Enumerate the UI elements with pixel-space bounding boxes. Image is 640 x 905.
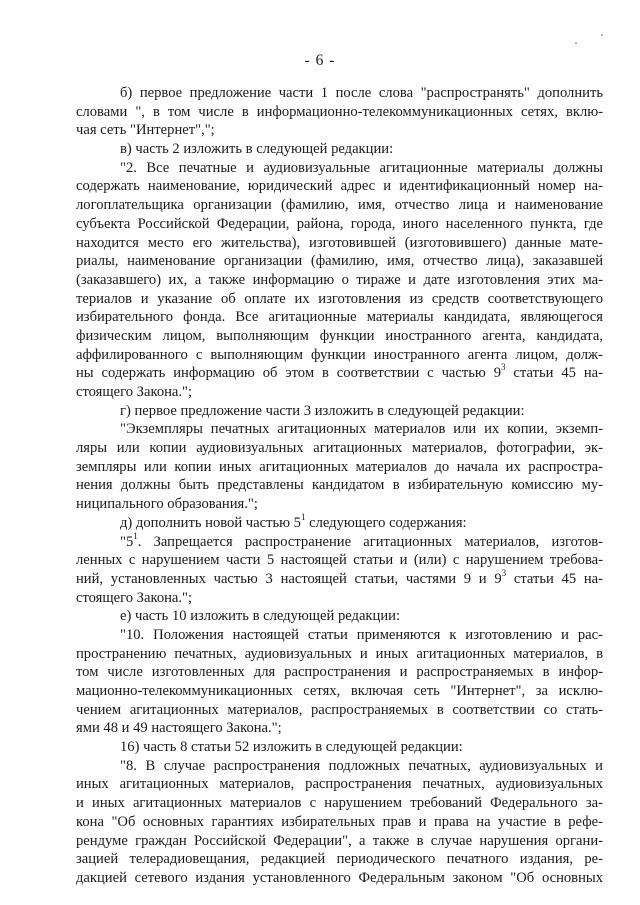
text-segment: 16) часть 8 статьи 52 изложить в следующей редакции: bbox=[120, 739, 463, 756]
text-segment: стоящего Закона."; bbox=[76, 589, 193, 606]
text-line bbox=[76, 234, 603, 253]
superscript: 1 bbox=[133, 530, 138, 541]
text-segment: пространению печатных, аудиовизуальных и иных агитационных материалов, в bbox=[76, 645, 603, 662]
text-line bbox=[76, 308, 603, 327]
text-segment: е) часть 10 изложить в следующей редакции: bbox=[120, 608, 401, 625]
text-segment: субъекта Российской Федерации, района, города, иного населенного пункта, где bbox=[76, 215, 603, 232]
superscript: 3 bbox=[501, 362, 506, 373]
text-segment: зацией телерадиовещания, редакцией периодического печатного издания, ре- bbox=[76, 851, 603, 868]
text-segment: б) первое предложение части 1 после слова "распространять" дополнить bbox=[120, 85, 603, 101]
text-segment: статьи 45 на- bbox=[505, 365, 603, 382]
text-segment: в) часть 2 изложить в следующей редакции: bbox=[120, 141, 394, 158]
text-segment: логоплательщика организации (фамилию, имя, отчество лица и наименование bbox=[76, 197, 603, 214]
text-segment: нения должны быть представлены кандидатом в избирательную комиссию му- bbox=[76, 477, 603, 494]
text-segment: "10. Положения настоящей статьи применяются к изготовлению и рас- bbox=[120, 626, 603, 643]
text-segment: стоящего Закона."; bbox=[76, 384, 193, 400]
text-line bbox=[76, 327, 603, 346]
text-line bbox=[76, 383, 603, 402]
text-line bbox=[76, 719, 603, 738]
text-line bbox=[76, 252, 603, 271]
text-segment: чая сеть "Интернет","; bbox=[76, 122, 215, 139]
text-segment: ляры или копии аудиовизуальных агитационных материалов, фотографии, эк- bbox=[76, 440, 603, 457]
text-segment: "2. Все печатные и аудиовизуальные агитационные материалы должны bbox=[120, 159, 603, 176]
text-line bbox=[76, 140, 603, 159]
text-line bbox=[76, 738, 603, 757]
text-line bbox=[76, 794, 603, 813]
text-line bbox=[76, 495, 603, 514]
text-line bbox=[76, 570, 603, 589]
text-segment: аффилированного с выполняющим функции иностранного агента лицом, долж- bbox=[76, 346, 603, 363]
text-line bbox=[76, 682, 603, 701]
text-segment: ний, установленных частью 3 настоящей статьи, частями 9 и 9 bbox=[76, 570, 502, 587]
text-segment: чением агитационных материалов, распространяемых в соответствии со стать- bbox=[76, 701, 603, 718]
text-line bbox=[76, 850, 603, 869]
text-line bbox=[76, 626, 603, 645]
text-segment: риалы, наименование организации (фамилию, имя, отчество лица), заказавшей bbox=[76, 253, 603, 270]
text-line bbox=[76, 439, 603, 458]
text-segment: земпляры или копии иных агитационных материалов до начала их распростра- bbox=[76, 458, 603, 475]
text-segment: дакцией сетевого издания установленного Федеральным законом "Об основных bbox=[76, 869, 603, 886]
text-line bbox=[76, 290, 603, 309]
text-segment: избирательного фонда. Все агитационные материалы кандидата, являющегося bbox=[76, 309, 603, 326]
text-segment: содержать наименование, юридический адрес и идентификационный номер на- bbox=[76, 178, 603, 195]
text-segment: рендуме граждан Российской Федерации", а также в случае нарушения органи- bbox=[76, 832, 603, 849]
text-line bbox=[76, 645, 603, 664]
text-segment: ями 48 и 49 настоящего Закона."; bbox=[76, 720, 282, 737]
text-segment: статьи 45 на- bbox=[506, 570, 603, 587]
text-segment: словами ", в том числе в информационно-телекоммуникационных сетях, вклю- bbox=[76, 103, 603, 120]
text-line bbox=[76, 346, 603, 365]
text-segment: следующего содержания: bbox=[305, 514, 467, 531]
text-segment: том числе изготовленных для распространения и распространяемых в инфор- bbox=[76, 664, 603, 681]
text-segment: кона "Об основных гарантиях избирательных прав и права на участие в рефе- bbox=[76, 813, 603, 830]
text-line bbox=[76, 196, 603, 215]
scan-speck bbox=[601, 34, 603, 36]
text-line bbox=[76, 663, 603, 682]
text-line bbox=[76, 511, 603, 533]
text-line bbox=[76, 813, 603, 832]
text-line bbox=[76, 364, 603, 383]
text-line bbox=[76, 271, 603, 290]
text-segment: ны содержать информацию об этом в соответствии с частью 9 bbox=[76, 365, 502, 382]
superscript: 3 bbox=[501, 568, 507, 579]
text-segment: физическим лицом, выполняющим функции иностранного агента, кандидата, bbox=[76, 327, 603, 344]
text-line bbox=[76, 458, 603, 477]
text-segment: "Экземпляры печатных агитационных материалов или их копии, экземп- bbox=[120, 421, 603, 438]
text-segment: д) дополнить новой частью 5 bbox=[120, 514, 301, 531]
text-line bbox=[76, 607, 603, 626]
text-line bbox=[76, 832, 603, 851]
text-line bbox=[76, 476, 603, 495]
superscript: 1 bbox=[300, 511, 306, 522]
text-segment: иных агитационных материалов, распространения печатных, аудиовизуальных bbox=[76, 776, 603, 793]
text-segment: мационно-телекоммуникационных сетях, включая сеть "Интернет", за исклю- bbox=[76, 683, 603, 699]
text-line bbox=[76, 701, 603, 720]
text-line bbox=[76, 420, 603, 439]
page-number: - 6 - bbox=[304, 52, 336, 69]
text-line bbox=[76, 775, 603, 794]
text-line bbox=[76, 84, 603, 103]
text-segment: (заказавшего) их, а также информацию о тираже и дате изготовления этих ма- bbox=[76, 271, 603, 288]
text-segment: находится место его жительства), изготовившей (изготовившего) данные мате- bbox=[76, 234, 603, 251]
text-segment: и иных агитационных материалов с нарушением требований Федерального за- bbox=[76, 795, 603, 812]
text-line bbox=[76, 530, 603, 552]
text-segment: "5 bbox=[120, 533, 134, 550]
text-line bbox=[76, 121, 603, 140]
text-line bbox=[76, 215, 603, 234]
text-line bbox=[76, 869, 603, 888]
text-segment: териалов и указание об оплате их изготовления из средств соответствующего bbox=[76, 290, 603, 307]
text-segment: г) первое предложение части 3 изложить в следующей редакции: bbox=[120, 402, 525, 419]
document-body bbox=[76, 84, 603, 888]
text-segment: ниципального образования."; bbox=[76, 496, 258, 513]
text-line bbox=[76, 757, 603, 776]
text-segment: ленных с нарушением части 5 настоящей статьи и (или) с нарушением требова- bbox=[76, 552, 603, 569]
text-line bbox=[76, 159, 603, 178]
text-line bbox=[76, 551, 603, 570]
text-line bbox=[76, 103, 603, 122]
text-segment: . Запрещается распространение агитационных материалов, изготов- bbox=[137, 533, 603, 550]
text-line bbox=[76, 589, 603, 608]
text-segment: "8. В случае распространения подложных печатных, аудиовизуальных и bbox=[120, 757, 603, 774]
scan-speck bbox=[575, 42, 577, 44]
text-line bbox=[76, 402, 603, 421]
text-line bbox=[76, 177, 603, 196]
